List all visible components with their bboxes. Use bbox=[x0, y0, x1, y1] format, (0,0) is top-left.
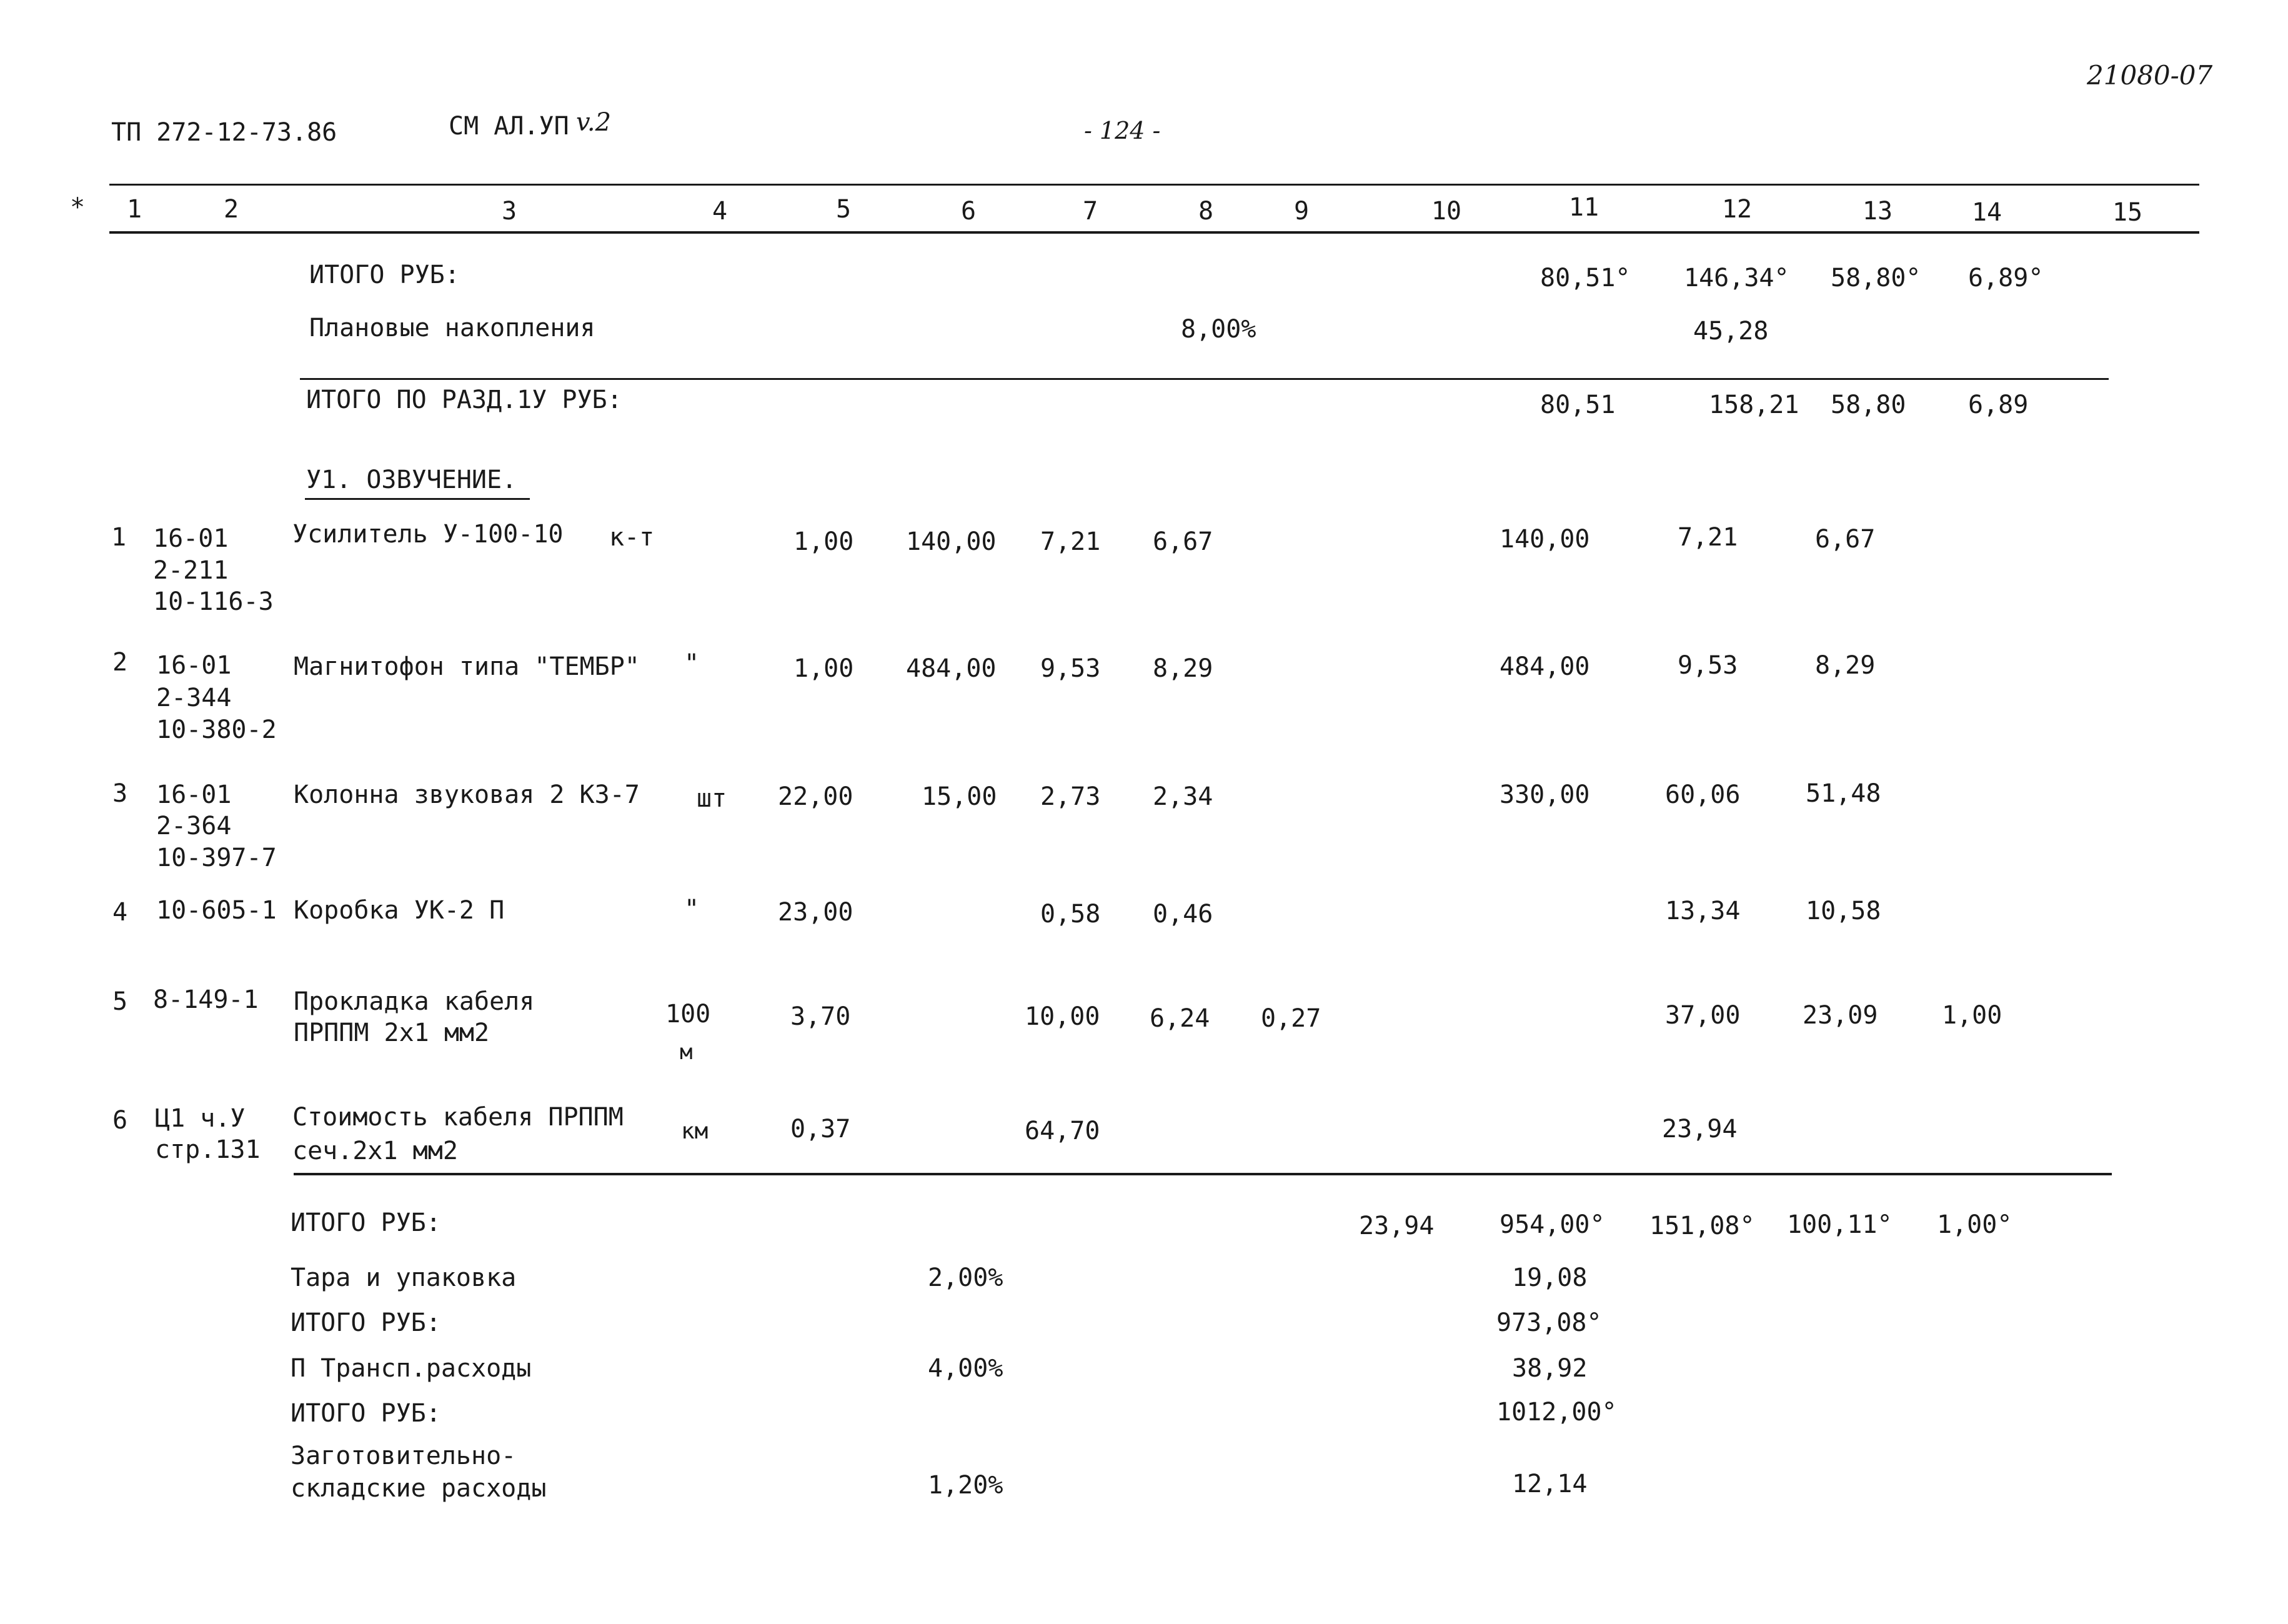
row-6-name-1: Стоимость кабеля ПРППМ bbox=[292, 1103, 624, 1132]
razd-col11: 80,51 bbox=[1540, 391, 1616, 419]
bottom-itogo-2-col11: 973,08° bbox=[1496, 1308, 1602, 1337]
row-5-col5: 3,70 bbox=[790, 1002, 851, 1031]
row-3-unit: шт bbox=[697, 784, 727, 813]
row-3-code-2: 2-364 bbox=[156, 812, 232, 840]
row-6-col7: 64,70 bbox=[1025, 1117, 1100, 1145]
column-number-9: 9 bbox=[1293, 197, 1310, 226]
row-2-code-3: 10-380-2 bbox=[156, 715, 277, 744]
row-6-name-2: сеч.2х1 мм2 bbox=[292, 1137, 458, 1165]
row-3-col8: 2,34 bbox=[1153, 782, 1213, 811]
row-5-name-1: Прокладка кабеля bbox=[294, 987, 535, 1016]
row-2-unit: " bbox=[684, 649, 700, 678]
archive-stamp: 21080-07 bbox=[2087, 60, 2213, 91]
transport-label: П Трансп.расходы bbox=[291, 1354, 532, 1383]
row-6-code-2: стр.131 bbox=[155, 1135, 261, 1164]
row-2-col7: 9,53 bbox=[1040, 654, 1101, 683]
row-5-col14: 1,00 bbox=[1942, 1001, 2002, 1030]
bottom-itogo-1-col13: 100,11° bbox=[1787, 1210, 1893, 1239]
row-6-col12: 23,94 bbox=[1662, 1115, 1738, 1143]
row-4-col13: 10,58 bbox=[1806, 897, 1881, 925]
asterisk-mark: * bbox=[70, 193, 86, 222]
bottom-itogo-1-col14: 1,00° bbox=[1937, 1210, 2012, 1239]
bottom-itogo-2-label: ИТОГО РУБ: bbox=[291, 1308, 441, 1337]
row-5-col13: 23,09 bbox=[1803, 1001, 1878, 1030]
row-1-col11: 140,00 bbox=[1500, 525, 1590, 554]
column-number-5: 5 bbox=[835, 195, 852, 224]
row-6-code-1: Ц1 ч.У bbox=[155, 1104, 246, 1133]
row-1-code-2: 2-211 bbox=[153, 556, 229, 585]
row-3-col11: 330,00 bbox=[1500, 780, 1590, 809]
row-3-name: Колонна звуковая 2 КЗ-7 bbox=[294, 780, 640, 809]
row-2-col12: 9,53 bbox=[1678, 651, 1738, 680]
row-3-col7: 2,73 bbox=[1040, 782, 1101, 811]
column-number-11: 11 bbox=[1568, 193, 1599, 222]
zagot-percent: 1,20% bbox=[928, 1471, 1003, 1500]
column-number-13: 13 bbox=[1862, 197, 1893, 226]
row-2-col11: 484,00 bbox=[1500, 652, 1590, 681]
row-1-col5: 1,00 bbox=[793, 527, 854, 556]
column-number-1: 1 bbox=[126, 195, 142, 224]
column-number-12: 12 bbox=[1721, 195, 1753, 224]
row-2-name: Магнитофон типа "ТЕМБР" bbox=[294, 652, 640, 681]
column-number-8: 8 bbox=[1198, 197, 1214, 226]
row-5-col8: 6,24 bbox=[1150, 1004, 1210, 1033]
row-5-number: 5 bbox=[112, 987, 128, 1016]
itogo-label: ИТОГО РУБ: bbox=[309, 261, 460, 289]
plan-label: Плановые накопления bbox=[309, 314, 595, 342]
row-1-number: 1 bbox=[111, 523, 127, 552]
row-4-col8: 0,46 bbox=[1153, 900, 1213, 929]
row-2-code-2: 2-344 bbox=[156, 684, 232, 712]
row-1-code-3: 10-116-3 bbox=[153, 587, 274, 616]
row-1-col13: 6,67 bbox=[1815, 525, 1876, 554]
row-5-col9: 0,27 bbox=[1261, 1004, 1321, 1033]
razd-label: ИТОГО ПО РАЗД.1У РУБ: bbox=[306, 386, 622, 414]
plan-col12: 45,28 bbox=[1693, 317, 1769, 346]
itogo-col12: 146,34° bbox=[1684, 264, 1789, 292]
row-1-col7: 7,21 bbox=[1040, 527, 1101, 556]
sheet-code: СМ АЛ.УП bbox=[449, 112, 569, 141]
row-5-col12: 37,00 bbox=[1665, 1001, 1741, 1030]
row-5-code-1: 8-149-1 bbox=[153, 985, 259, 1014]
row-3-number: 3 bbox=[112, 779, 128, 808]
row-6-col5: 0,37 bbox=[790, 1115, 851, 1143]
tara-label: Тара и упаковка bbox=[291, 1263, 517, 1292]
row-2-code-1: 16-01 bbox=[156, 651, 232, 680]
transport-percent: 4,00% bbox=[928, 1354, 1003, 1383]
bottom-itogo-1-label: ИТОГО РУБ: bbox=[291, 1208, 441, 1237]
column-number-7: 7 bbox=[1082, 197, 1098, 226]
itogo-col11: 80,51° bbox=[1540, 264, 1631, 292]
column-number-15: 15 bbox=[2112, 198, 2143, 227]
tara-col11: 19,08 bbox=[1512, 1263, 1588, 1292]
row-5-unit-2: м bbox=[680, 1040, 693, 1065]
row-1-name: Усилитель У-100-10 bbox=[292, 520, 564, 549]
row-1-code-1: 16-01 bbox=[153, 524, 229, 553]
row-4-unit: " bbox=[684, 895, 700, 924]
row-3-code-3: 10-397-7 bbox=[156, 844, 277, 872]
rows-end-rule bbox=[294, 1173, 2112, 1175]
razd-rule bbox=[300, 378, 2109, 380]
bottom-itogo-1-col10: 23,94 bbox=[1359, 1212, 1435, 1240]
section-title: У1. ОЗВУЧЕНИЕ. bbox=[306, 466, 517, 494]
column-number-3: 3 bbox=[501, 197, 517, 226]
row-3-col13: 51,48 bbox=[1806, 779, 1881, 808]
row-3-col6: 15,00 bbox=[922, 782, 997, 811]
row-5-unit: 100 bbox=[665, 1000, 711, 1029]
row-4-col12: 13,34 bbox=[1665, 897, 1741, 925]
row-4-name: Коробка УК-2 П bbox=[294, 896, 505, 925]
itogo-col14: 6,89° bbox=[1968, 264, 2044, 292]
row-4-code-1: 10-605-1 bbox=[156, 896, 277, 925]
row-2-col13: 8,29 bbox=[1815, 651, 1876, 680]
bottom-itogo-1-col12: 151,08° bbox=[1649, 1212, 1755, 1240]
row-1-col12: 7,21 bbox=[1678, 523, 1738, 552]
plan-percent: 8,00% bbox=[1181, 315, 1256, 344]
razd-col14: 6,89 bbox=[1968, 391, 2029, 419]
row-4-number: 4 bbox=[112, 898, 128, 927]
page-number: - 124 - bbox=[1084, 117, 1161, 144]
row-2-col5: 1,00 bbox=[793, 654, 854, 683]
razd-col13: 58,80 bbox=[1831, 391, 1906, 419]
bottom-itogo-3-col11: 1012,00° bbox=[1496, 1398, 1617, 1427]
bottom-itogo-3-label: ИТОГО РУБ: bbox=[291, 1399, 441, 1428]
row-1-col6: 140,00 bbox=[906, 527, 997, 556]
row-4-col5: 23,00 bbox=[778, 898, 853, 927]
bottom-itogo-1-col11: 954,00° bbox=[1500, 1210, 1605, 1239]
row-2-col6: 484,00 bbox=[906, 654, 997, 683]
zagot-label-2: складские расходы bbox=[291, 1474, 547, 1503]
zagot-col11: 12,14 bbox=[1512, 1470, 1588, 1498]
itogo-col13: 58,80° bbox=[1831, 264, 1921, 292]
header-rule-top bbox=[109, 184, 2199, 186]
row-1-col8: 6,67 bbox=[1153, 527, 1213, 556]
row-4-col7: 0,58 bbox=[1040, 900, 1101, 929]
razd-col12: 158,21 bbox=[1709, 391, 1799, 419]
tara-percent: 2,00% bbox=[928, 1263, 1003, 1292]
row-5-col7: 10,00 bbox=[1025, 1002, 1100, 1031]
sheet-number: v.2 bbox=[576, 108, 612, 137]
section-title-underline bbox=[305, 498, 530, 500]
row-3-code-1: 16-01 bbox=[156, 780, 232, 809]
doc-code: ТП 272-12-73.86 bbox=[111, 118, 337, 147]
row-3-col12: 60,06 bbox=[1665, 780, 1741, 809]
row-5-name-2: ПРППМ 2х1 мм2 bbox=[294, 1019, 490, 1047]
column-number-10: 10 bbox=[1431, 197, 1462, 226]
column-number-6: 6 bbox=[960, 197, 977, 226]
row-6-number: 6 bbox=[112, 1106, 128, 1135]
header-rule-bottom bbox=[109, 231, 2199, 234]
row-6-unit: км bbox=[681, 1118, 709, 1144]
column-number-14: 14 bbox=[1971, 198, 2002, 227]
row-3-col5: 22,00 bbox=[778, 782, 853, 811]
zagot-label-1: Заготовительно- bbox=[291, 1442, 517, 1470]
column-number-4: 4 bbox=[712, 197, 728, 226]
transport-col11: 38,92 bbox=[1512, 1354, 1588, 1383]
row-2-col8: 8,29 bbox=[1153, 654, 1213, 683]
row-1-unit: к-т bbox=[609, 523, 655, 552]
row-2-number: 2 bbox=[112, 648, 128, 677]
column-number-2: 2 bbox=[223, 195, 239, 224]
